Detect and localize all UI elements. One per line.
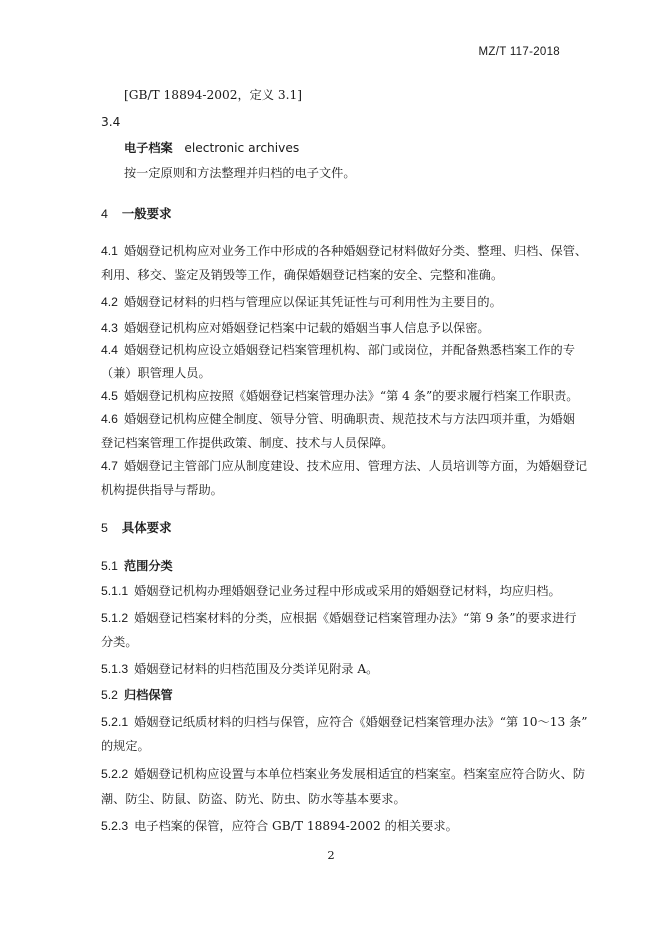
clause-text: 电子档案的保管，应符合 GB/T 18894-2002 的相关要求。 xyxy=(134,819,458,833)
clause-line xyxy=(101,387,578,404)
reference-line: [GB/T 18894-2002，定义 3.1] xyxy=(124,88,303,102)
clause-text: 婚姻登记机构应对婚姻登记档案中记载的婚姻当事人信息予以保密。 xyxy=(123,321,490,335)
clause-number: 5.1.2 xyxy=(101,611,129,625)
clause-line xyxy=(101,341,575,358)
clause-text: 潮、防尘、防鼠、防盗、防光、防虫、防水等基本要求。 xyxy=(101,792,406,806)
clause-text: 婚姻登记材料的归档范围及分类详见附录 A。 xyxy=(134,662,379,676)
clause-number: 4.3 xyxy=(101,321,118,335)
clause-line xyxy=(101,457,587,474)
clause-text: 婚姻登记机构办理婚姻登记业务过程中形成或采用的婚姻登记材料，均应归档。 xyxy=(134,584,561,598)
section-title: 一般要求 xyxy=(121,206,172,221)
clause-number: 5.1.1 xyxy=(101,584,129,598)
subsection-number: 5.2 xyxy=(101,688,118,702)
clause-line xyxy=(101,410,575,427)
clause-line xyxy=(101,319,490,336)
clause-number: 4.5 xyxy=(101,389,118,403)
clause-text: 利用、移交、鉴定及销毁等工作，确保婚姻登记档案的安全、完整和准确。 xyxy=(101,268,504,282)
clause-text: 机构提供指导与帮助。 xyxy=(101,483,223,497)
clause-number: 5.2.1 xyxy=(101,715,129,729)
clause-text: 婚姻登记机构应按照《婚姻登记档案管理办法》“第 4 条”的要求履行档案工作职责。 xyxy=(123,389,579,403)
clause-number: 4.1 xyxy=(101,244,118,258)
clause-line xyxy=(101,817,458,834)
clause-line xyxy=(101,609,576,626)
section-heading xyxy=(101,518,171,536)
term-line xyxy=(124,139,299,156)
clause-text: 婚姻登记纸质材料的归档与保管，应符合《婚姻登记档案管理办法》“第 10～13 条” xyxy=(134,715,588,729)
clause-text: 婚姻登记主管部门应从制度建设、技术应用、管理方法、人员培训等方面，为婚姻登记 xyxy=(123,459,588,473)
subsection-heading xyxy=(101,686,173,703)
term-definition: 按一定原则和方法整理并归档的电子文件。 xyxy=(124,166,356,180)
clause-text: 婚姻登记机构应设立婚姻登记档案管理机构、部门或岗位，并配备熟悉档案工作的专 xyxy=(123,343,575,357)
clause-line xyxy=(101,582,561,599)
clause-text: 登记档案管理工作提供政策、制度、技术与人员保障。 xyxy=(101,436,394,450)
clause-line xyxy=(101,242,587,259)
term-en: electronic archives xyxy=(184,141,300,155)
subsection-number: 5.1 xyxy=(101,559,118,573)
clause-number: 4.2 xyxy=(101,295,118,309)
clause-line xyxy=(101,660,378,677)
section-title: 具体要求 xyxy=(121,520,172,535)
clause-number: 3.4 xyxy=(101,115,121,129)
clause-number: 5.2.3 xyxy=(101,819,129,833)
clause-text: 婚姻登记机构应对业务工作中形成的各种婚姻登记材料做好分类、整理、归档、保管、 xyxy=(123,244,588,258)
term-zh: 电子档案 xyxy=(124,141,173,155)
clause-text: 婚姻登记档案材料的分类，应根据《婚姻登记档案管理办法》“第 9 条”的要求进行 xyxy=(134,611,577,625)
clause-line xyxy=(101,713,588,730)
clause-number: 5.1.3 xyxy=(101,662,129,676)
standard-code: MZ/T 117-2018 xyxy=(478,46,560,58)
clause-text: 婚姻登记材料的归档与管理应以保证其凭证性与可利用性为主要目的。 xyxy=(123,295,502,309)
subsection-heading xyxy=(101,557,173,574)
clause-text: 婚姻登记机构应设置与本单位档案业务发展相适宜的档案室。档案室应符合防火、防 xyxy=(134,767,586,781)
page-number: 2 xyxy=(327,848,335,862)
subsection-title: 范围分类 xyxy=(123,559,173,573)
subsection-title: 归档保管 xyxy=(123,688,173,702)
clause-number: 5.2.2 xyxy=(101,767,129,781)
section-heading xyxy=(101,204,171,222)
clause-text: 的规定。 xyxy=(101,739,150,753)
section-number: 5 xyxy=(101,521,108,535)
clause-number: 4.7 xyxy=(101,459,118,473)
clause-line xyxy=(101,293,502,310)
clause-text: 分类。 xyxy=(101,635,138,649)
clause-text: 婚姻登记机构应健全制度、领导分管、明确职责、规范技术与方法四项并重，为婚姻 xyxy=(123,412,575,426)
section-number: 4 xyxy=(101,207,108,221)
clause-number: 4.4 xyxy=(101,343,118,357)
clause-text: （兼）职管理人员。 xyxy=(101,366,211,380)
clause-number: 4.6 xyxy=(101,412,118,426)
clause-line xyxy=(101,765,585,782)
